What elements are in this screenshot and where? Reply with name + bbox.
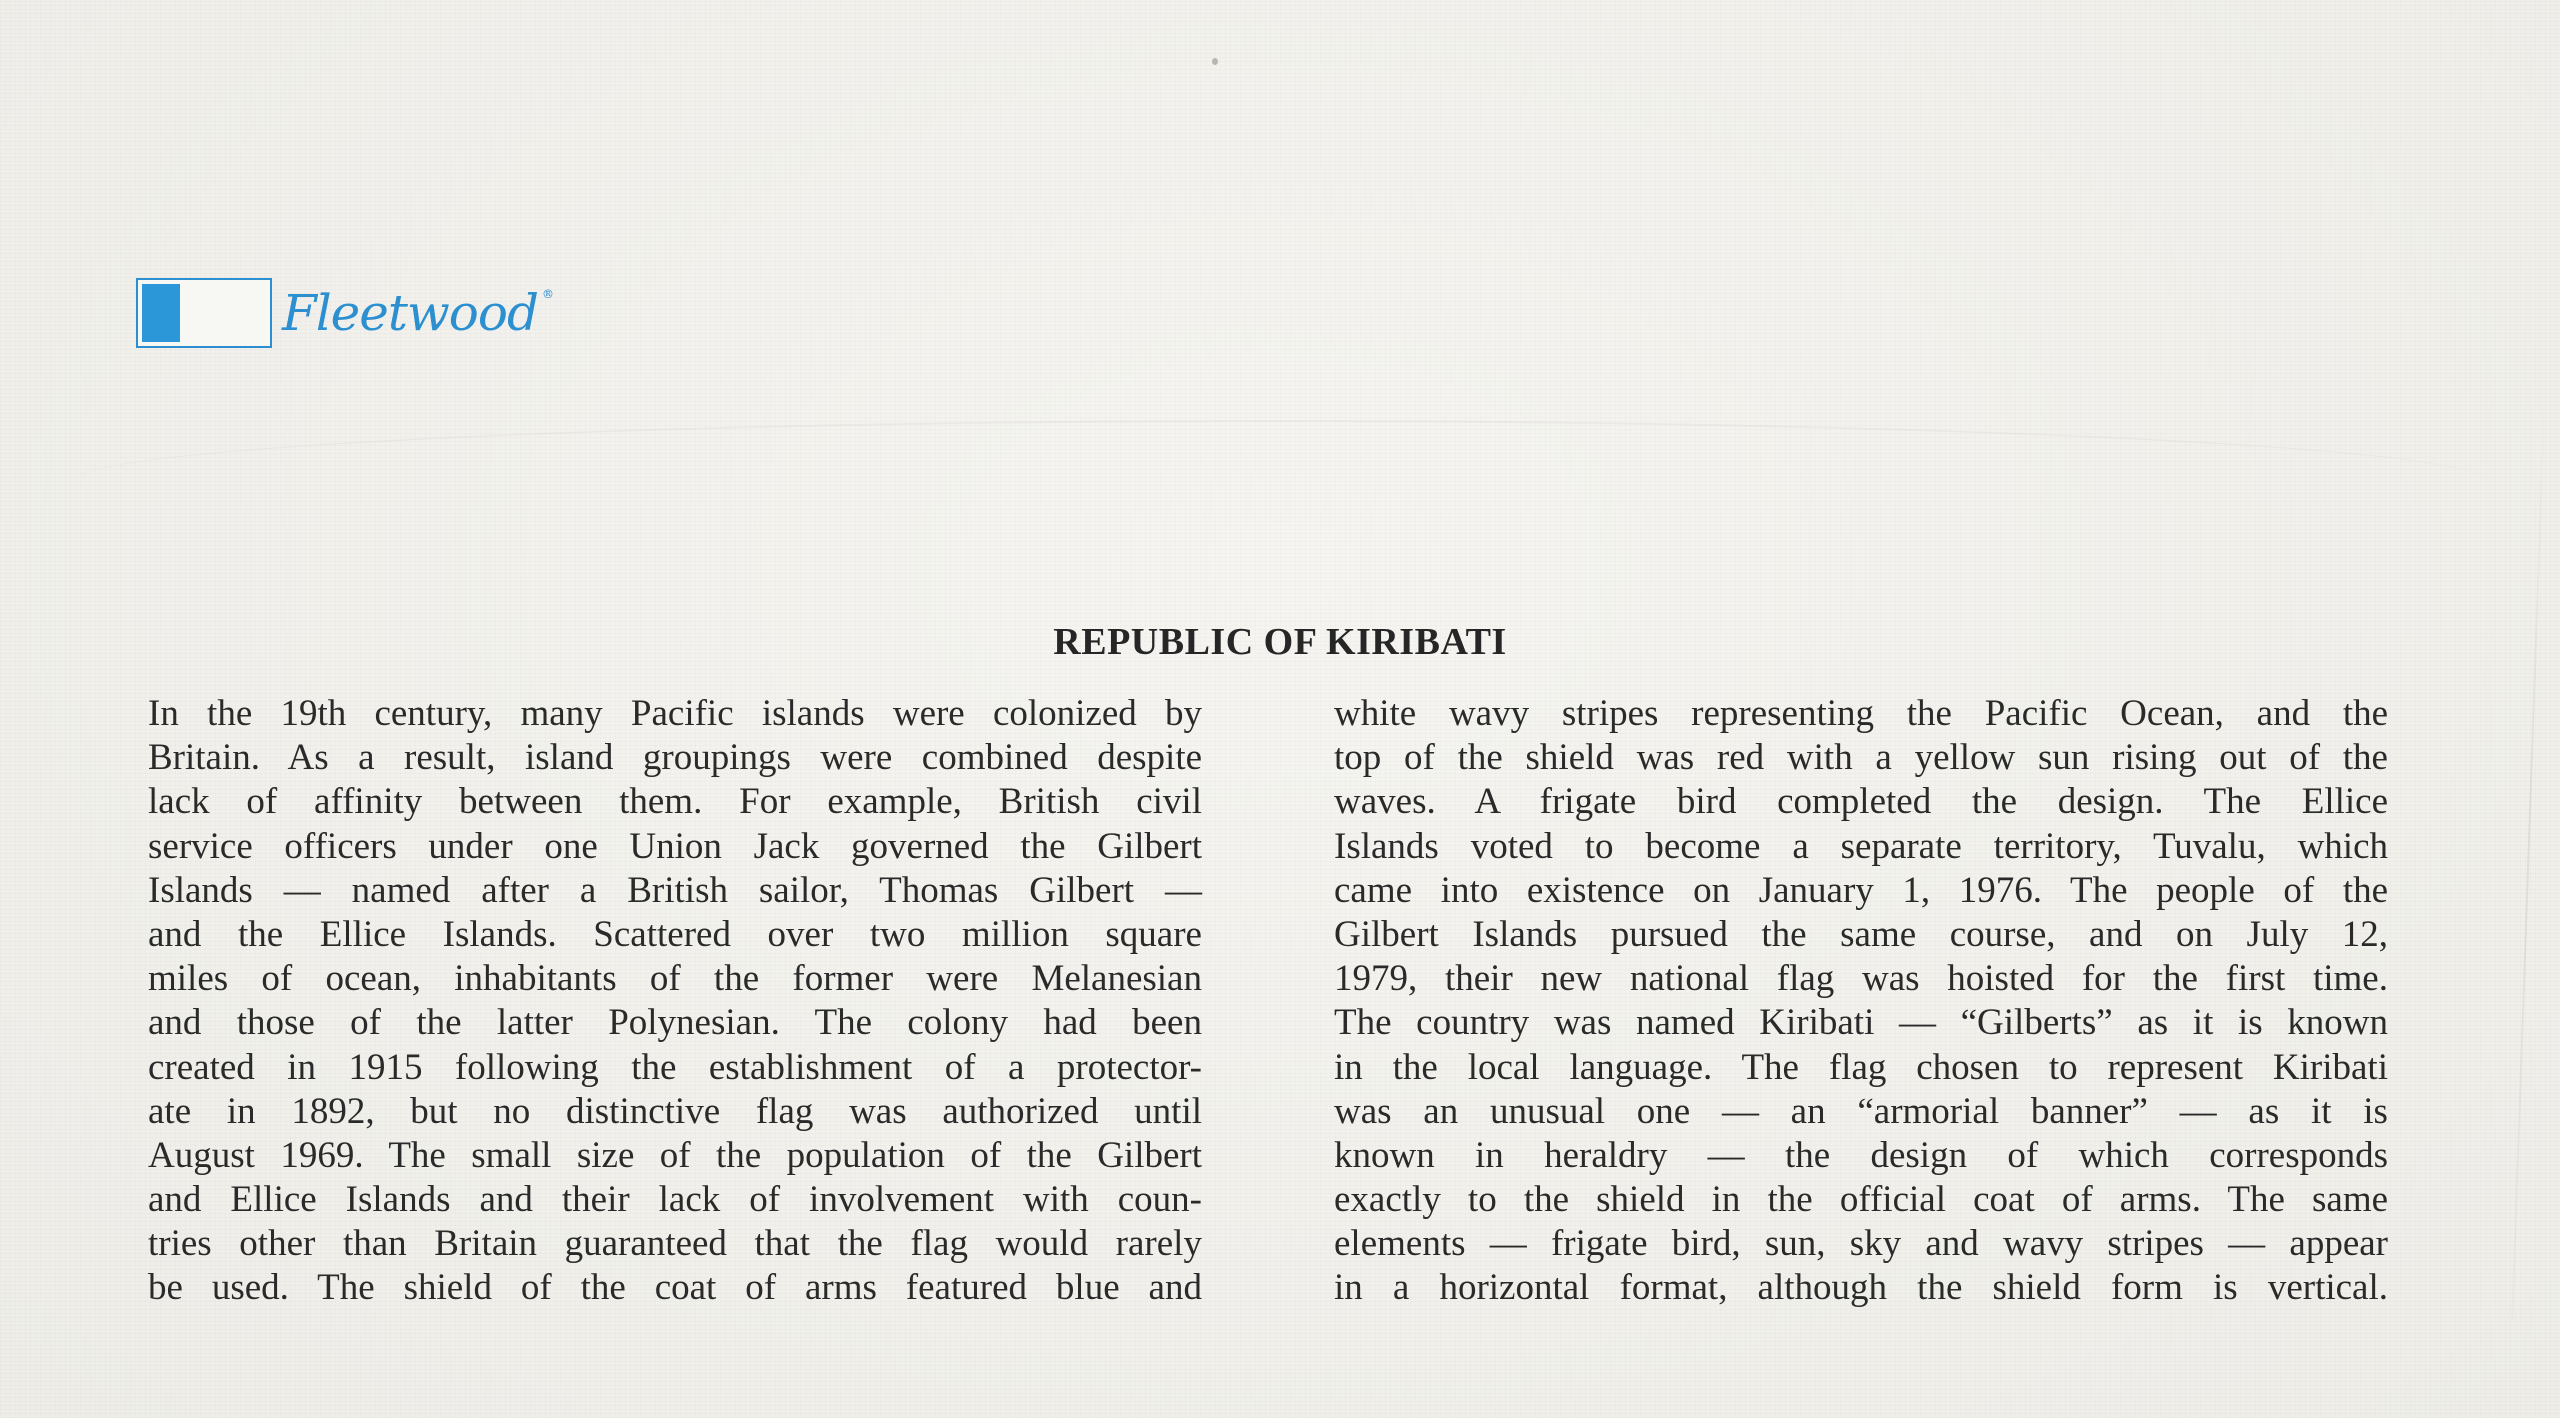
right-column-line: 1979, their new national flag was hoisted for the first time. — [1334, 958, 2388, 1000]
left-column — [148, 692, 1202, 1311]
right-column-line: in the local language. The flag chosen to represent Kiribati — [1334, 1046, 2388, 1088]
right-column — [1334, 692, 2388, 1311]
right-column-line: elements — frigate bird, sun, sky and wavy stripes — appear — [1334, 1223, 2389, 1265]
paper-speck — [1212, 58, 1218, 65]
right-column-line: in a horizontal format, although the shield form is vertical. — [1334, 1267, 2389, 1309]
article-body — [148, 692, 2388, 1311]
left-column-line: and the Ellice Islands. Scattered over two million square — [148, 913, 1202, 955]
envelope-fold-line — [2511, 360, 2547, 1319]
right-column-line: top of the shield was red with a yellow sun rising out of the — [1334, 737, 2388, 779]
right-column-line: Gilbert Islands pursued the same course, and on July 12, — [1334, 913, 2389, 955]
left-column-line: service officers under one Union Jack governed the Gilbert — [148, 825, 1203, 867]
fleetwood-logo — [136, 278, 553, 348]
right-column-line: white wavy stripes representing the Pacific Ocean, and the — [1334, 693, 2389, 734]
left-column-line: In the 19th century, many Pacific islands were colonized by — [148, 693, 1202, 734]
left-column-line: be used. The shield of the coat of arms featured blue and — [148, 1267, 1202, 1309]
envelope-flap-edge — [70, 420, 2490, 482]
right-column-line: The country was named Kiribati — “Gilberts” as it is known — [1334, 1002, 2389, 1044]
left-column-line: August 1969. The small size of the population of the Gilbert — [148, 1134, 1202, 1176]
logo-box-icon — [136, 278, 272, 348]
left-column-line: Britain. As a result, island groupings were combined despite — [148, 737, 1203, 779]
left-column-line: and Ellice Islands and their lack of involvement with coun- — [148, 1179, 1203, 1221]
right-column-line: was an unusual one — an “armorial banner” — as it is — [1334, 1090, 2388, 1132]
left-column-line: miles of ocean, inhabitants of the former were Melanesian — [148, 958, 1202, 1000]
right-column-line: waves. A frigate bird completed the design. The Ellice — [1334, 781, 2388, 823]
left-column-line: and those of the latter Polynesian. The colony had been — [148, 1002, 1202, 1044]
right-column-line: known in heraldry — the design of which corresponds — [1334, 1134, 2388, 1176]
right-column-line: Islands voted to become a separate territory, Tuvalu, which — [1334, 825, 2389, 867]
left-column-line: created in 1915 following the establishment of a protector- — [148, 1046, 1203, 1088]
left-column-line: lack of affinity between them. For example, British civil — [148, 781, 1202, 823]
logo-box-fill — [142, 284, 180, 342]
right-column-line: came into existence on January 1, 1976. The people of the — [1334, 869, 2389, 911]
left-column-line: tries other than Britain guaranteed that the flag would rarely — [148, 1223, 1202, 1265]
registered-mark: ® — [541, 287, 553, 301]
left-column-line: ate in 1892, but no distinctive flag was authorized until — [148, 1090, 1203, 1132]
article-title: REPUBLIC OF KIRIBATI — [1053, 621, 1507, 663]
left-column-line: Islands — named after a British sailor, Thomas Gilbert — — [148, 869, 1202, 911]
logo-wordmark: Fleetwood ® — [282, 284, 553, 342]
right-column-line: exactly to the shield in the official coat of arms. The same — [1334, 1179, 2389, 1221]
